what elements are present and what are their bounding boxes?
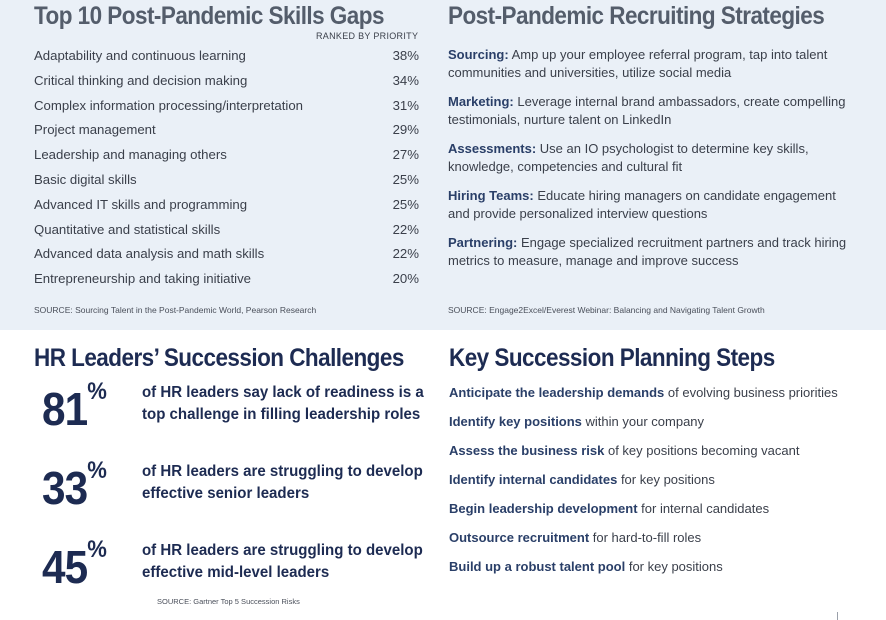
recruiting-source: SOURCE: Engage2Excel/Everest Webinar: Balancing and Navigating Talent Growth [448,305,765,315]
page-tick-mark [837,612,838,620]
step-rest: within your company [581,414,705,429]
step-bold: Outsource recruitment [449,530,590,545]
skill-pct: 31% [392,97,419,113]
skill-name: Basic digital skills [34,171,137,187]
strategy-text: Use an IO psychologist to determine key skills, knowledge, competencies and cultural fit [448,141,809,174]
strategy-label: Partnering: [448,235,518,250]
stat-item [42,378,442,442]
strategy-text: Leverage internal brand ambassadors, create compelling testimonials, nurture talent on LinkedIn [448,94,846,127]
skill-pct: 38% [392,48,419,63]
stat-item [42,536,442,600]
skill-pct: 34% [392,72,419,88]
strategy-label: Sourcing: [448,47,509,62]
skills-gaps-list [34,45,419,293]
stat-text: of HR leaders are struggling to develop effective senior leaders [142,463,423,502]
strategy-label: Marketing: [448,94,514,109]
strategy-text: Engage specialized recruitment partners and track hiring metrics to measure, manage and improve success [448,235,847,268]
stat-number [42,536,106,594]
step-item [449,384,869,402]
step-rest: of key positions becoming vacant [604,443,800,458]
strategy-item [448,46,858,82]
skill-pct: 29% [392,122,419,138]
skill-name: Critical thinking and decision making [34,72,248,88]
skill-name: Leadership and managing others [34,147,227,163]
strategy-item [448,140,858,176]
skill-pct: 22% [392,246,419,262]
stat-unit: % [87,378,106,405]
step-bold: Build up a robust talent pool [449,559,626,574]
skill-pct: 22% [392,221,419,237]
stat-value: 81 [42,383,88,435]
stat-number [42,378,106,436]
step-item [449,529,869,547]
skill-row [34,70,419,95]
strategy-text: Amp up your employee referral program, tap into talent communities and universities, utilize social media [448,47,828,80]
stat-value: 45 [42,541,88,593]
skill-name: Quantitative and statistical skills [34,221,221,237]
skill-row [34,144,419,169]
step-bold: Anticipate the leadership demands [449,385,665,400]
skill-row [34,119,419,144]
strategy-label: Assessments: [448,141,537,156]
skills-gaps-source: SOURCE: Sourcing Talent in the Post-Pandemic World, Pearson Research [34,305,317,315]
step-rest: for internal candidates [637,501,770,516]
step-rest: for key positions [617,472,715,487]
ranked-by-priority-label: RANKED BY PRIORITY [316,31,419,41]
skill-row [34,169,419,194]
skill-pct: 25% [392,196,419,212]
skill-row [34,95,419,120]
succession-challenges-title: HR Leaders’ Succession Challenges [34,344,404,372]
skill-name: Project management [34,122,156,138]
skills-gaps-title: Top 10 Post-Pandemic Skills Gaps [34,2,384,30]
step-item [449,413,869,431]
stat-text: of HR leaders are struggling to develop effective mid-level leaders [142,542,423,581]
skill-row [34,219,419,244]
strategy-text: Educate hiring managers on candidate engagement and provide personalized interview questions [448,188,836,221]
skill-pct: 27% [392,147,419,163]
skill-name: Adaptability and continuous learning [34,48,246,63]
skill-row [34,268,419,293]
step-item [449,500,869,518]
step-rest: of evolving business priorities [664,385,838,400]
strategy-item [448,187,858,223]
stat-value: 33 [42,462,88,514]
skill-row [34,194,419,219]
step-rest: for hard-to-fill roles [589,530,702,545]
step-rest: for key positions [625,559,723,574]
skill-name: Advanced IT skills and programming [34,196,248,212]
step-item [449,471,869,489]
recruiting-strategies-list [448,46,858,281]
recruiting-title: Post-Pandemic Recruiting Strategies [448,2,825,30]
stat-item [42,457,442,521]
step-bold: Identify key positions [449,414,582,429]
planning-steps-list [449,384,869,587]
step-bold: Identify internal candidates [449,472,618,487]
skill-pct: 25% [392,171,419,187]
stat-unit: % [87,457,106,484]
skill-name: Entrepreneurship and taking initiative [34,271,251,287]
stat-text: of HR leaders say lack of readiness is a top challenge in filling leadership roles [142,384,424,423]
skill-name: Advanced data analysis and math skills [34,246,265,262]
stat-number [42,457,106,515]
skill-row [34,243,419,268]
strategy-label: Hiring Teams: [448,188,534,203]
step-item [449,442,869,460]
step-bold: Begin leadership development [449,501,638,516]
strategy-item [448,234,858,270]
step-bold: Assess the business risk [449,443,605,458]
planning-steps-title: Key Succession Planning Steps [449,344,775,372]
succession-challenges-source: SOURCE: Gartner Top 5 Succession Risks [157,597,300,606]
skill-name: Complex information processing/interpretation [34,97,304,113]
strategy-item [448,93,858,129]
skill-row [34,45,419,70]
skill-pct: 20% [392,271,419,287]
step-item [449,558,869,576]
stat-unit: % [87,536,106,563]
